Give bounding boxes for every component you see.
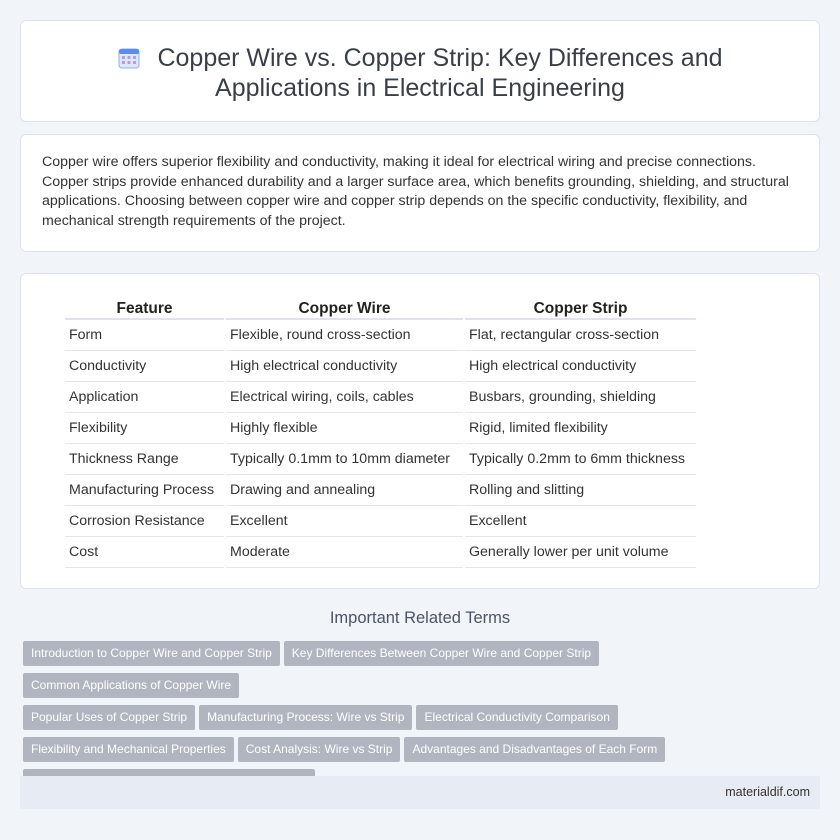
table-row <box>65 444 696 475</box>
table-cell: Flat, rectangular cross-section <box>465 320 696 351</box>
table-row <box>65 475 696 506</box>
table-row <box>65 506 696 537</box>
comparison-table <box>63 294 698 568</box>
table-cell: Typically 0.2mm to 6mm thickness <box>465 444 696 475</box>
table-cell: Drawing and annealing <box>226 475 463 506</box>
column-header-copper-wire: Copper Wire <box>226 294 463 320</box>
summary-paragraph: Copper wire offers superior flexibility and conductivity, making it ideal for electrical wiring and precise connections. Copper strips provide enhanced durability and a larger surface area, which benefits grounding, shielding, and structural applications. Choosing between copper wire and copper strip depends on the specific conductivity, flexibility, and mechanical strength requirements of the project. <box>42 154 789 229</box>
table-cell: Corrosion Resistance <box>65 506 224 537</box>
comparison-card <box>20 273 820 589</box>
table-cell: Electrical wiring, coils, cables <box>226 382 463 413</box>
related-term-tag[interactable]: Electrical Conductivity Comparison <box>416 705 617 730</box>
table-row <box>65 320 696 351</box>
related-terms-heading: Important Related Terms <box>329 609 511 627</box>
table-cell: High electrical conductivity <box>226 351 463 382</box>
column-header-feature: Feature <box>65 294 224 320</box>
table-cell: Rolling and slitting <box>465 475 696 506</box>
table-cell: Cost <box>65 537 224 568</box>
column-header-copper-strip: Copper Strip <box>465 294 696 320</box>
related-term-tag[interactable]: Introduction to Copper Wire and Copper Strip <box>23 641 280 666</box>
table-cell: Thickness Range <box>65 444 224 475</box>
related-term-tag[interactable]: Cost Analysis: Wire vs Strip <box>238 737 401 762</box>
table-cell: Application <box>65 382 224 413</box>
page-title-text: Copper Wire vs. Copper Strip: Key Differences and Applications in Electrical Engineering <box>157 44 723 102</box>
table-cell: Rigid, limited flexibility <box>465 413 696 444</box>
table-header-row <box>65 294 696 320</box>
table-row <box>65 537 696 568</box>
related-term-tag[interactable]: Advantages and Disadvantages of Each Form <box>404 737 665 762</box>
related-term-tag[interactable]: Flexibility and Mechanical Properties <box>23 737 234 762</box>
summary-card <box>20 134 820 252</box>
table-cell: Typically 0.1mm to 10mm diameter <box>226 444 463 475</box>
table-cell: Excellent <box>465 506 696 537</box>
table-cell: Flexibility <box>65 413 224 444</box>
footer-site-link[interactable]: materialdif.com <box>725 785 810 799</box>
footer <box>20 776 820 809</box>
related-term-tag[interactable]: Popular Uses of Copper Strip <box>23 705 195 730</box>
related-term-tag[interactable]: Manufacturing Process: Wire vs Strip <box>199 705 412 730</box>
page-title <box>21 43 819 103</box>
table-cell: Busbars, grounding, shielding <box>465 382 696 413</box>
table-cell: Highly flexible <box>226 413 463 444</box>
table-cell: Excellent <box>226 506 463 537</box>
table-cell: Manufacturing Process <box>65 475 224 506</box>
table-row <box>65 351 696 382</box>
table-row <box>65 413 696 444</box>
table-cell: High electrical conductivity <box>465 351 696 382</box>
table-cell: Form <box>65 320 224 351</box>
table-cell: Generally lower per unit volume <box>465 537 696 568</box>
table-row <box>65 382 696 413</box>
calendar-icon <box>117 46 141 70</box>
table-cell: Flexible, round cross-section <box>226 320 463 351</box>
related-term-tag[interactable]: Common Applications of Copper Wire <box>23 673 239 698</box>
related-term-tag[interactable]: Key Differences Between Copper Wire and Copper Strip <box>284 641 599 666</box>
table-cell: Conductivity <box>65 351 224 382</box>
title-card <box>20 20 820 122</box>
table-cell: Moderate <box>226 537 463 568</box>
